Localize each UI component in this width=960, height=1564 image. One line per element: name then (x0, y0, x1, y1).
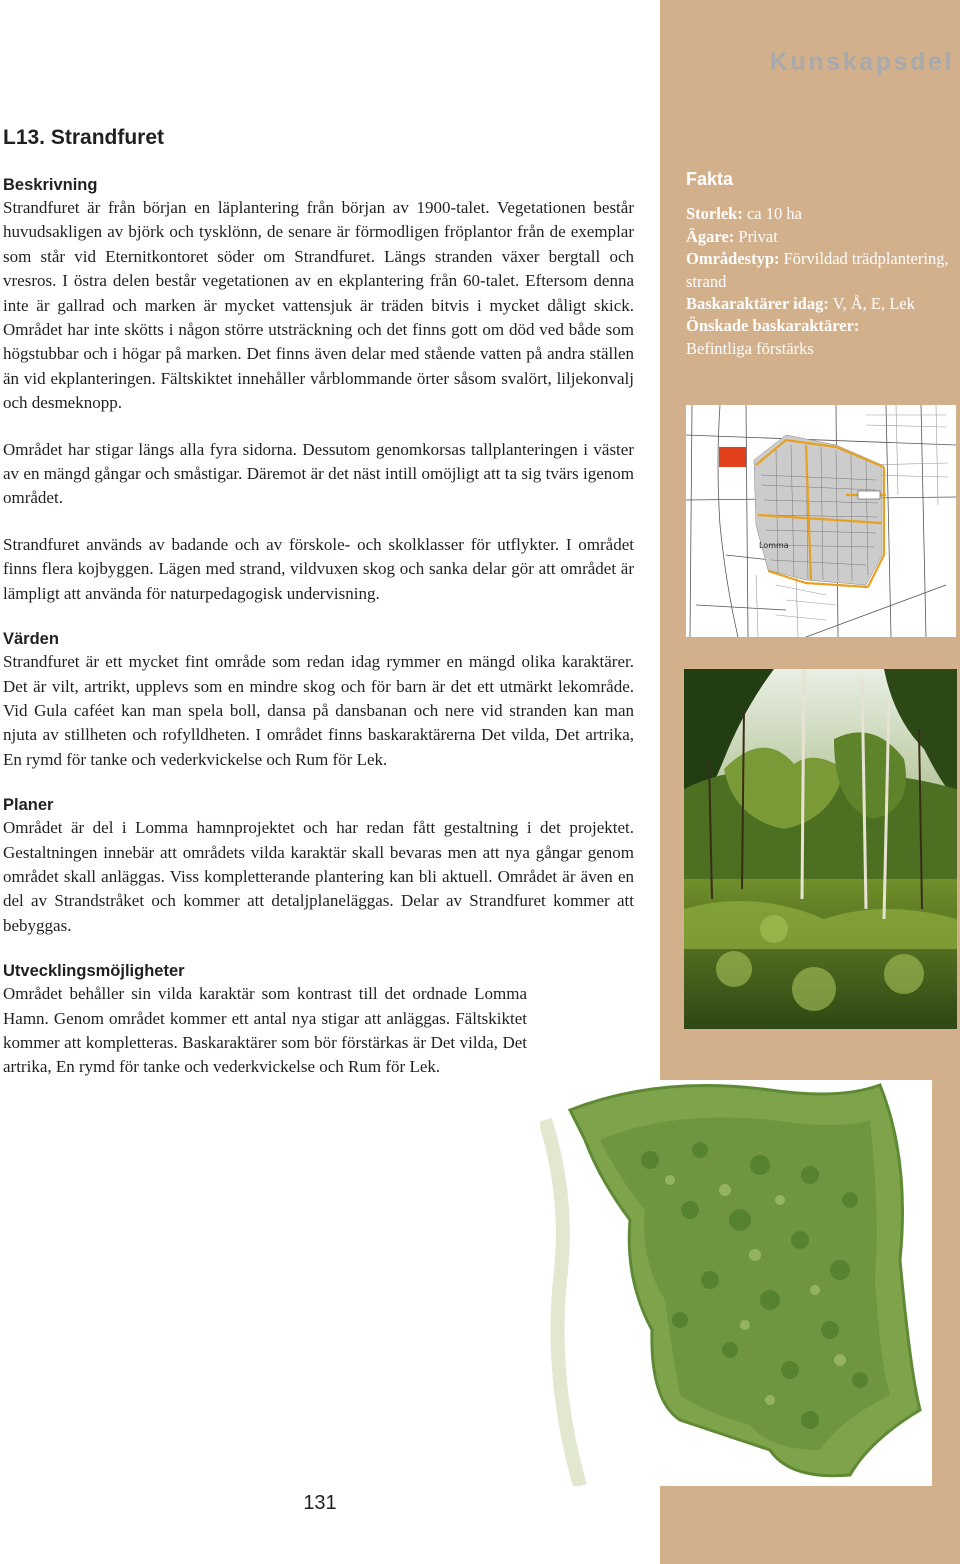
fakta-heading: Fakta (686, 169, 734, 189)
fakta-agare-label: Ägare: (686, 226, 735, 246)
paragraph-beskrivning-2: Området har stigar längs alla fyra sidorna. Dessutom genomkorsas tallplanteringen i väster av en mängd gångar och småstigar. Däremot är det näst intill omöjligt att ta sig tvärs igenom området. (3, 439, 634, 508)
section-label: Kunskapsdel (769, 48, 954, 76)
fakta-onskade (686, 315, 956, 337)
fakta-onskade-label: Önskade baskaraktärer: (686, 316, 860, 336)
heading-beskrivning: Beskrivning (3, 176, 98, 194)
plan-sketch (540, 1080, 932, 1486)
fakta-omradestyp-value: Förvildad trädplantering, strand (686, 249, 949, 291)
location-map (686, 405, 956, 637)
paragraph-beskrivning-3: Strandfuret används av badande och av förskole- och skolklasser för utflykter. I området finns flera kojbyggen. Lägen med strand, vildvuxen skog och sanka delar gör att området är lämpligt att använda för naturpedagogisk undervisning. (3, 534, 634, 603)
heading-varden: Värden (3, 630, 59, 649)
paragraph-beskrivning-1: Strandfuret är från början en läplantering från början av 1900-talet. Vegetationen består huvudsakligen av björk och tysklönn, de senare är förmodligen fröplantor från de exemplar som står vid Eternitkontoret söder om Strandfuret. Längs stranden växer bergtall och vresros. I östra delen består vegetationen av en ekplantering från 60-talet. Eftersom denna inte är gallrad och marken är mycket vattensjuk är träden bitvis i mycket dåligt skick. Området har inte skötts i någon större utsträckning och det finns gott om död ved både som högstubbar och i högar på marken. Det finns även delar med stående vatten på andra ställen än vid ekplanteringen. Fältskiktet innehåller vårblommande örter såsom svalört, liljekonvalj och desmeknopp. (3, 198, 634, 413)
fakta-agare-value: Privat (734, 226, 778, 246)
section-varden (3, 628, 634, 772)
fakta-baskaraktarer-idag-label: Baskaraktärer idag: (686, 294, 829, 314)
paragraph-utveckling: Området behåller sin vilda karaktär som kontrast till det ordnade Lomma Hamn. Genom området kommer ett antal nya stigar att anläggas. Fältskiktet kommer att kompletteras. Baskaraktärer som bör förstärkas är Det vilda, Det artrika, En rymd för tanke och vederkvickelse och Rum för Lek. (3, 984, 527, 1077)
section-utveckling (3, 960, 527, 1080)
paragraph-varden: Strandfuret är ett mycket fint område som redan idag rymmer en mängd olika karaktärer. Det är vilt, artrikt, upplevs som en mindre skog och för barn är det ett utmärkt lekområde. Vid Gula caféet kan man spela boll, dansa på dansbanan och nere vid stranden kan man njuta av stillheten och rofylldheten. I området finns baskaraktärerna Det vilda, Det artrika, En rymd för tanke och vederkvickelse och Rum för Lek. (3, 652, 634, 769)
section-beskrivning (3, 174, 634, 606)
main-text (3, 174, 634, 1102)
map-town-label: Lomma (759, 541, 789, 550)
page-number: 131 (303, 1492, 337, 1514)
fakta-baskaraktarer-idag (686, 293, 956, 315)
forest-photo-image (684, 669, 957, 1029)
fakta-onskade-value: Befintliga förstärks (686, 338, 814, 358)
section-planer (3, 794, 634, 938)
location-map-drawing (686, 405, 956, 637)
plan-sketch-image (540, 1080, 932, 1486)
fakta-omradestyp-label: Områdestyp: (686, 249, 780, 269)
page-title: L13. Strandfuret (3, 126, 165, 149)
highlight-area (719, 447, 746, 467)
heading-planer: Planer (3, 796, 54, 815)
fakta-storlek (686, 203, 956, 225)
forest-photo (684, 669, 957, 1029)
fakta-agare (686, 226, 956, 248)
fakta-storlek-value: ca 10 ha (742, 204, 802, 224)
fakta-storlek-label: Storlek: (686, 204, 743, 224)
fakta-box (686, 168, 956, 360)
heading-utveckling: Utvecklingsmöjligheter (3, 962, 185, 981)
fakta-baskaraktarer-idag-value: V, Å, E, Lek (828, 294, 915, 314)
fakta-omradestyp (686, 248, 956, 293)
paragraph-planer: Området är del i Lomma hamnprojektet och har redan fått gestaltning i det projektet. Gestaltningen innebär att områdets vilda karaktär skall bevaras men att nya gångar genom området skall anläggas. Viss kompletterande plantering kan bli aktuell. Området är även en del av Strandstråket och kommer att detaljplaneläggas. Delar av Strandfuret kommer att bebyggas. (3, 818, 634, 935)
